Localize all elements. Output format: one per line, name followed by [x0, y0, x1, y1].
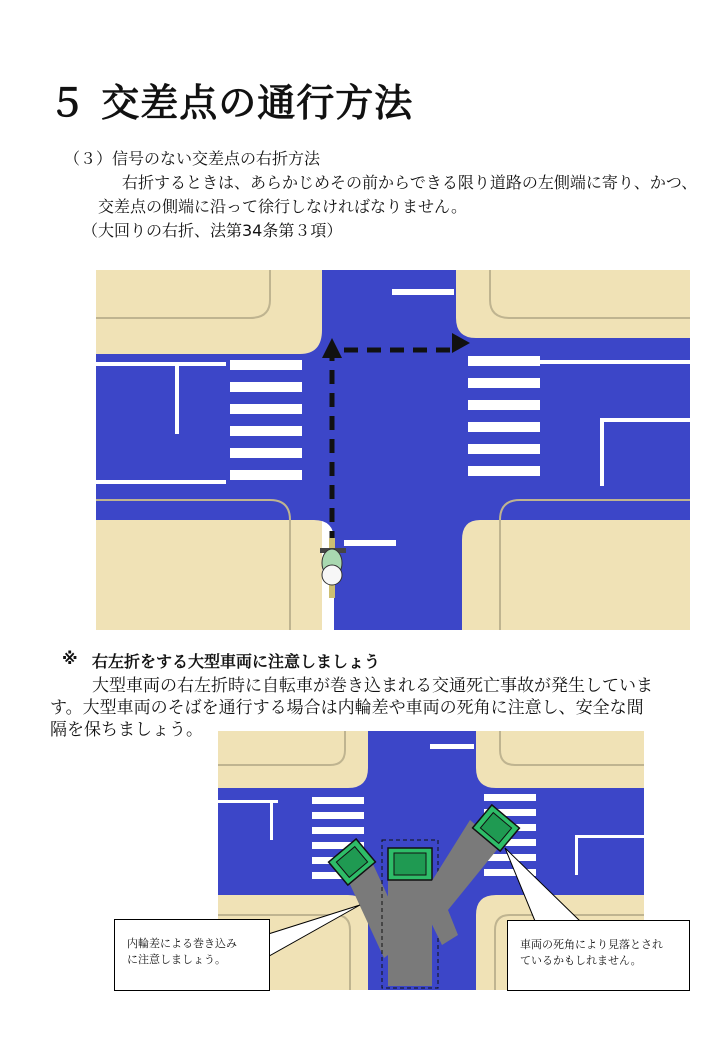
callout-right-line-2: ているかもしれません。: [520, 954, 642, 967]
section-body-line-1: 右折するときは、あらかじめその前からできる限り道路の左側端に寄り、かつ、: [122, 173, 698, 192]
callout-inner-wheel: [114, 919, 270, 991]
warning-body-line-3: 隔を保ちましょう。: [50, 720, 203, 740]
warning-mark: ※: [62, 649, 78, 668]
section-heading: （３）信号のない交差点の右折方法: [64, 149, 321, 168]
section-law-note: （大回りの右折、法第34条第３項）: [82, 221, 343, 240]
callout-right-line-1: 車両の死角により見落とされ: [520, 938, 663, 951]
warning-heading: 右左折をする大型車両に注意しましょう: [92, 652, 381, 671]
section-body-line-2: 交差点の側端に沿って徐行しなければなりません。: [98, 197, 467, 216]
page-title: ５ 交差点の通行方法: [48, 81, 414, 125]
callout-left-line-1: 内輪差による巻き込み: [127, 937, 237, 950]
warning-body-line-1: 大型車両の右左折時に自転車が巻き込まれる交通死亡事故が発生していま: [92, 676, 653, 696]
warning-body-line-2: す。大型車両のそばを通行する場合は内輪差や車両の死角に注意し、安全な間: [50, 698, 644, 718]
callout-blind-spot: [507, 920, 690, 991]
callout-left-line-2: に注意しましょう。: [127, 953, 226, 966]
